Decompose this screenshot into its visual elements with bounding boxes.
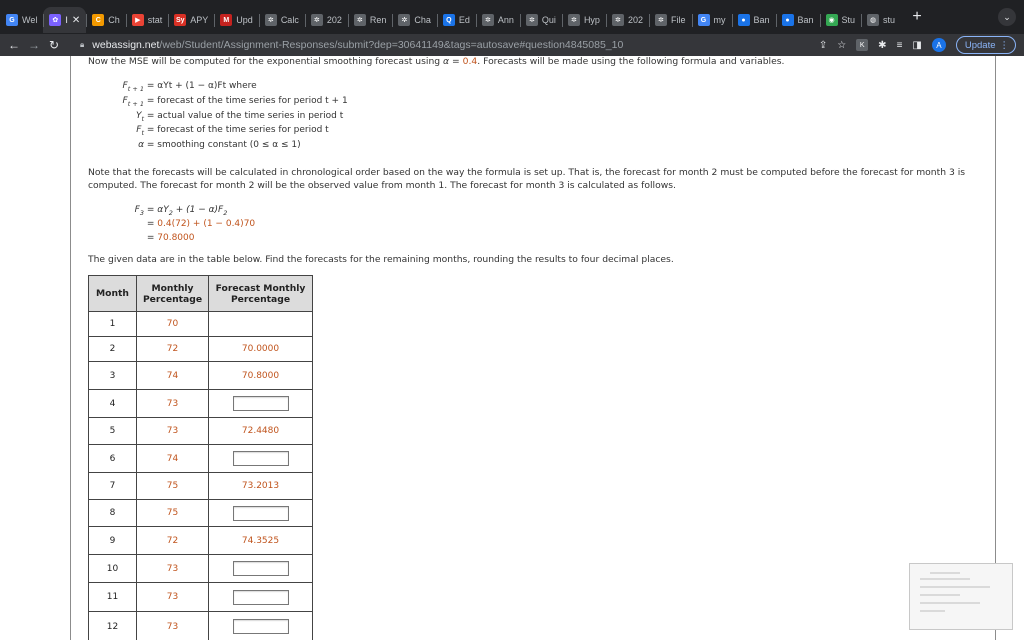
tab-label: Qui (541, 15, 556, 25)
extensions-puzzle-icon[interactable]: ✱ (878, 39, 887, 51)
forecast-answer-input[interactable] (233, 590, 289, 605)
monthly-percentage-cell: 75 (137, 473, 209, 500)
tab-label: Hyp (583, 15, 600, 25)
webassign-page (0, 56, 1024, 640)
formula-line-2: $F_{t + 1}$ = forecast of the time series for period t + 1 (122, 96, 348, 108)
forecast-answer-input[interactable] (233, 561, 289, 576)
monthly-percentage-cell: 73 (137, 583, 209, 612)
month-cell: 12 (89, 612, 137, 640)
f3-line-2: = 0.4(72) + (1 − 0.4)70 (144, 219, 256, 229)
browser-tab[interactable] (776, 7, 820, 33)
formula-line-1: $F_{t + 1} = \alpha Yt + (1 - \alpha)Ft$ where (122, 81, 257, 93)
tab-favicon-icon: ✲ (526, 14, 538, 26)
tab-label: 202 (627, 15, 643, 25)
table-row (89, 473, 313, 500)
forecast-cell: 70.8000 (209, 362, 313, 390)
forecast-cell: 73.2013 (209, 473, 313, 500)
forecast-cell (209, 612, 313, 640)
tab-favicon-icon: ✲ (398, 14, 410, 26)
f3-line-1: $F_3 = \alpha Y_2 + (1 - \alpha)F_2$ (134, 205, 228, 217)
f3-line-3: = 70.8000 (144, 233, 195, 243)
tab-favicon-icon: ✲ (568, 14, 580, 26)
tab-favicon-icon: ✲ (354, 14, 366, 26)
browser-tab[interactable] (43, 7, 86, 33)
month-cell: 2 (89, 337, 137, 362)
formula-line-4: $F_t$ = forecast of the time series for period t (136, 125, 329, 137)
tab-favicon-icon: ✲ (482, 14, 494, 26)
lock-icon[interactable]: 🔒︎ (80, 40, 85, 49)
reload-icon[interactable]: ↻ (48, 38, 60, 52)
table-row (89, 418, 313, 445)
browser-tab[interactable] (476, 7, 520, 33)
tab-label: stat (147, 15, 163, 25)
tab-close-icon[interactable]: ✕ (71, 14, 81, 26)
alpha-value: 0.4 (462, 56, 478, 67)
browser-tab[interactable] (86, 7, 126, 33)
tab-favicon-icon: ◉ (826, 14, 838, 26)
update-button[interactable] (956, 36, 1016, 54)
tab-label: Cha (414, 15, 431, 25)
header-monthly-percentage: Monthly Percentage (137, 276, 209, 312)
tab-label: my (713, 15, 726, 25)
tab-search-icon[interactable]: ⌄ (998, 8, 1016, 26)
forecast-cell (209, 555, 313, 583)
profile-avatar[interactable]: A (932, 38, 946, 52)
table-row (89, 527, 313, 555)
tab-favicon-icon: ✲ (612, 14, 624, 26)
tab-favicon-icon: ✲ (311, 14, 323, 26)
table-intro-text: The given data are in the table below. Find the forecasts for the remaining months, rounding the results to four decimal places. (88, 254, 674, 265)
reading-list-icon[interactable]: ≡ (896, 39, 903, 51)
tab-favicon-icon: ● (738, 14, 750, 26)
table-row (89, 612, 313, 640)
tab-label: Calc (280, 15, 299, 25)
browser-tab[interactable] (692, 7, 732, 33)
browser-tab[interactable] (168, 7, 214, 33)
extension-icon[interactable]: K (856, 39, 868, 51)
browser-tab[interactable] (259, 7, 305, 33)
forecast-cell: 74.3525 (209, 527, 313, 555)
table-row (89, 445, 313, 473)
monthly-percentage-cell: 73 (137, 418, 209, 445)
month-cell: 10 (89, 555, 137, 583)
forecast-cell (209, 445, 313, 473)
browser-toolbar (0, 34, 1024, 56)
tab-label: Ban (753, 15, 770, 25)
table-row (89, 312, 313, 337)
tab-favicon-icon: ✲ (265, 14, 277, 26)
url-path: /web/Student/Assignment-Responses/submit?dep=30641149&tags=autosave#question4845085_10 (159, 39, 624, 51)
browser-tab-strip (0, 0, 1024, 34)
page-thumbnail[interactable] (909, 563, 1013, 630)
table-row (89, 583, 313, 612)
forecast-answer-input[interactable] (233, 619, 289, 634)
month-cell: 9 (89, 527, 137, 555)
tab-label: Ban (797, 15, 814, 25)
tab-label: Upd (236, 15, 253, 25)
forecast-table (88, 275, 313, 640)
intro-text: Now the MSE will be computed for the exponential smoothing forecast using α = 0.4. Forecasts will be made using the following formula and variables. (88, 56, 785, 67)
forward-arrow-icon[interactable]: → (28, 38, 40, 52)
table-row (89, 555, 313, 583)
tab-favicon-icon: G (6, 14, 18, 26)
month-cell: 8 (89, 500, 137, 527)
tab-label: stu (883, 15, 896, 25)
browser-tab[interactable] (305, 7, 348, 33)
browser-tab[interactable] (649, 7, 692, 33)
tab-favicon-icon: ✲ (655, 14, 667, 26)
browser-tab[interactable] (562, 7, 606, 33)
tab-favicon-icon: G (698, 14, 710, 26)
tab-label: Ann (497, 15, 514, 25)
forecast-cell: 70.0000 (209, 337, 313, 362)
tab-favicon-icon: Sy (174, 14, 186, 26)
browser-tab[interactable] (392, 7, 437, 33)
forecast-cell (209, 390, 313, 418)
forecast-cell (209, 583, 313, 612)
browser-tab[interactable] (0, 7, 43, 33)
address-bar[interactable] (80, 36, 840, 54)
table-row (89, 337, 313, 362)
back-arrow-icon[interactable]: ← (8, 38, 20, 52)
monthly-percentage-cell: 72 (137, 527, 209, 555)
forecast-cell (209, 312, 313, 337)
side-panel-icon[interactable]: ◨ (912, 39, 922, 51)
month-cell: 5 (89, 418, 137, 445)
tab-favicon-icon: ▶ (132, 14, 144, 26)
note-line-1: Note that the forecasts will be calculated in chronological order based on the way the formula is set up. That is, the forecast for month 2 must be computed before the forecast for month 3 is (88, 167, 966, 178)
monthly-percentage-cell: 75 (137, 500, 209, 527)
browser-tab[interactable] (732, 7, 776, 33)
tab-label: Ren (369, 15, 387, 25)
tab-label: File (670, 15, 686, 25)
tab-favicon-icon: M (220, 14, 232, 26)
tab-favicon-icon: C (92, 14, 104, 26)
browser-tab[interactable] (861, 7, 901, 33)
table-row (89, 390, 313, 418)
header-month: Month (89, 276, 137, 312)
month-cell: 4 (89, 390, 137, 418)
tab-label: 202 (326, 15, 342, 25)
update-label: Update (964, 39, 996, 51)
bookmark-star-icon[interactable]: ☆ (837, 39, 847, 51)
monthly-percentage-cell: 73 (137, 612, 209, 640)
tab-label: Wel (22, 15, 38, 25)
monthly-percentage-cell: 74 (137, 445, 209, 473)
url-host: webassign.net (92, 39, 160, 51)
browser-tab[interactable] (520, 7, 562, 33)
month-cell: 3 (89, 362, 137, 390)
monthly-percentage-cell: 74 (137, 362, 209, 390)
table-row (89, 362, 313, 390)
tab-favicon-icon: ◍ (867, 14, 879, 26)
monthly-percentage-cell: 70 (137, 312, 209, 337)
new-tab-icon[interactable]: + (912, 8, 922, 25)
tab-label: Stu (841, 15, 856, 25)
month-cell: 6 (89, 445, 137, 473)
browser-tab[interactable] (348, 7, 393, 33)
browser-tab[interactable] (606, 7, 649, 33)
tab-label: I (65, 15, 68, 25)
forecast-cell (209, 500, 313, 527)
formula-line-3: $Y_t$ = actual value of the time series in period t (135, 111, 344, 123)
monthly-percentage-cell: 73 (137, 390, 209, 418)
month-cell: 7 (89, 473, 137, 500)
more-vert-icon: ⋮ (999, 39, 1009, 51)
tab-favicon-icon: ✿ (49, 14, 61, 26)
forecast-answer-input[interactable] (233, 506, 289, 521)
tab-label: APY (190, 15, 209, 25)
tab-label: Ed (458, 15, 470, 25)
table-row (89, 500, 313, 527)
note-line-2: computed. The forecast for month 2 will be the observed value from month 1. The forecast for month 3 is calculated as follows. (88, 180, 676, 191)
month-cell: 11 (89, 583, 137, 612)
monthly-percentage-cell: 73 (137, 555, 209, 583)
monthly-percentage-cell: 72 (137, 337, 209, 362)
browser-tab[interactable] (214, 7, 259, 33)
tab-favicon-icon: ● (782, 14, 794, 26)
header-forecast: Forecast Monthly Percentage (209, 276, 313, 312)
formula-line-5: α = smoothing constant (0 ≤ α ≤ 1) (138, 140, 301, 150)
browser-tab[interactable] (820, 7, 862, 33)
browser-tab[interactable] (437, 7, 476, 33)
tab-favicon-icon: Q (443, 14, 455, 26)
tab-label: Ch (108, 15, 120, 25)
browser-tab[interactable] (126, 7, 169, 33)
forecast-answer-input[interactable] (233, 396, 289, 411)
forecast-cell: 72.4480 (209, 418, 313, 445)
share-icon[interactable]: ⇪ (818, 39, 828, 51)
month-cell: 1 (89, 312, 137, 337)
forecast-answer-input[interactable] (233, 451, 289, 466)
